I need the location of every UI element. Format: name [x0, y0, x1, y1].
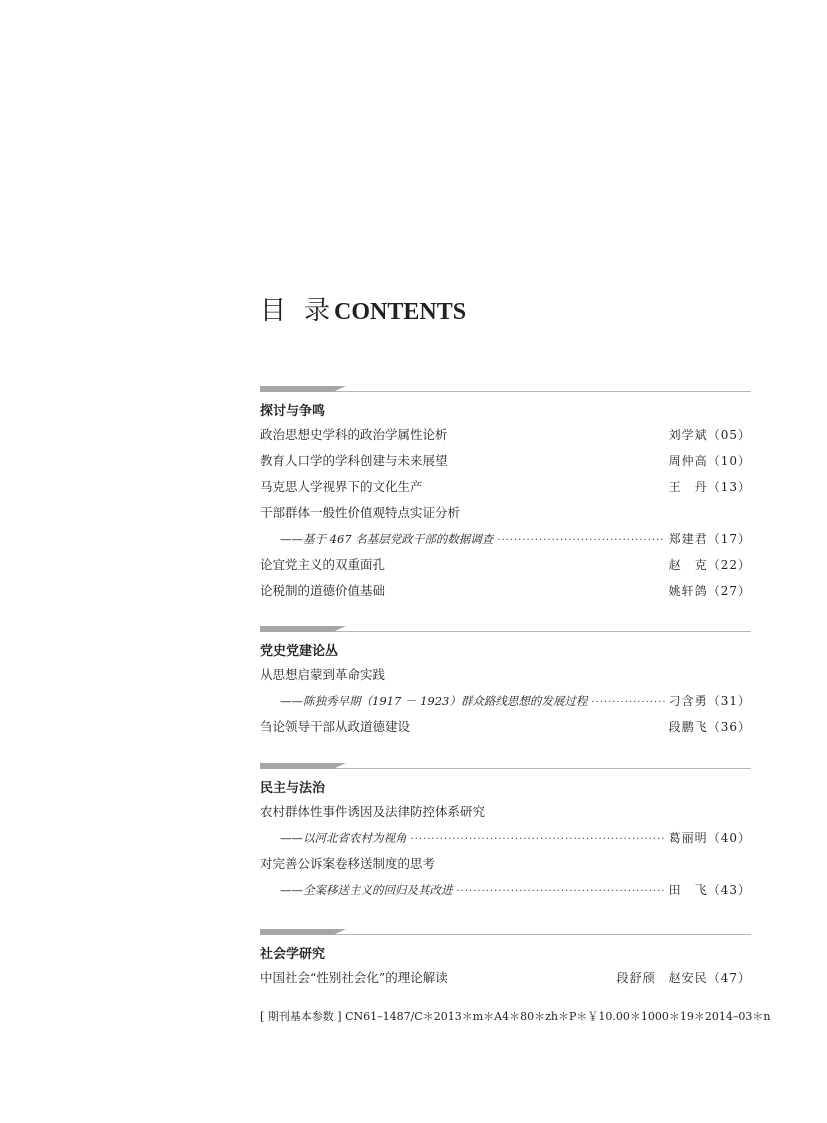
toc-subentry[interactable]: ——以河北省农村为视角 ····· 葛丽明（40） [260, 825, 751, 851]
section-tab [260, 626, 346, 632]
entry-author: 段舒颀 赵安民 [616, 971, 708, 985]
entry-title: 论宜党主义的双重面孔 [260, 557, 386, 572]
toc-entry[interactable]: 政治思想史学科的政治学属性论析 刘学斌（05） [260, 422, 751, 448]
entry-author: 周仲高 [668, 454, 708, 468]
section-sociology [260, 926, 751, 991]
title-cn-2: 录 [304, 296, 331, 326]
entry-page: 17 [720, 532, 738, 546]
entry-author: 段鹏飞 [668, 720, 708, 734]
toc-subentry[interactable]: ——陈独秀早期（1917 － 1923）群众路线思想的发展过程 ····· 刁含勇（31） [260, 688, 751, 714]
entry-title: 马克思人学视界下的文化生产 [260, 479, 423, 494]
entry-title: 刍论领导干部从政道德建设 [260, 719, 411, 734]
entry-subtitle: ——陈独秀早期（1917 － 1923）群众路线思想的发展过程 [280, 694, 588, 708]
entry-page: 40 [720, 831, 738, 845]
entry-page: 13 [720, 480, 738, 494]
toc-entry[interactable] [260, 500, 751, 526]
entry-author: 刘学斌 [668, 428, 708, 442]
leader-dots [411, 827, 665, 853]
entry-subtitle: ——基于 467 名基层党政干部的数据调查 [280, 532, 494, 546]
entry-subtitle: ——全案移送主义的回归及其改进 [280, 883, 453, 897]
entry-page: 22 [720, 558, 738, 572]
toc-entry[interactable]: 中国社会“性别社会化”的理论解读 段舒颀 赵安民（47） [260, 965, 751, 991]
entry-page: 10 [720, 454, 738, 468]
title-en: CONTENTS [334, 299, 467, 325]
toc-entry[interactable]: 论宜党主义的双重面孔 赵 克（22） [260, 552, 751, 578]
toc-entry[interactable] [260, 662, 751, 688]
entry-author: 姚轩鸽 [668, 584, 708, 598]
toc-entry[interactable] [260, 851, 751, 877]
toc-entry[interactable] [260, 799, 751, 825]
entry-title: 干部群体一般性价值观特点实证分析 [260, 505, 461, 520]
section-party-history [260, 623, 751, 740]
title-cn-1: 目 [260, 296, 287, 326]
entry-title: 教育人口学的学科创建与未来展望 [260, 453, 448, 468]
toc-entry[interactable]: 论税制的道德价值基础 姚轩鸽（27） [260, 578, 751, 604]
toc-subentry[interactable]: ——全案移送主义的回归及其改进 ····· 田 飞（43） [260, 877, 751, 903]
entry-page: 27 [720, 584, 738, 598]
entry-page: 36 [720, 720, 738, 734]
entry-subtitle: ——以河北省农村为视角 [280, 831, 407, 845]
entry-title: 中国社会“性别社会化”的理论解读 [260, 970, 448, 985]
section-rule [260, 760, 751, 769]
entry-title: 对完善公诉案卷移送制度的思考 [260, 856, 436, 871]
section-heading: 社会学研究 [260, 947, 326, 962]
entry-author: 葛丽明 [668, 831, 708, 845]
entry-page: 47 [720, 971, 738, 985]
entry-author: 郑建君 [668, 532, 708, 546]
section-tab [260, 386, 346, 392]
section-tab [260, 763, 346, 769]
section-rule [260, 926, 751, 935]
leader-dots [457, 879, 665, 905]
section-heading: 党史党建论丛 [260, 644, 339, 659]
section-heading: 探讨与争鸣 [260, 404, 326, 419]
entry-page: 43 [720, 883, 738, 897]
toc-subentry[interactable]: ——基于 467 名基层党政干部的数据调查 ····· 郑建君（17） [260, 526, 751, 552]
leader-dots [497, 528, 664, 554]
entry-author: 田 飞 [668, 883, 708, 897]
entry-title: 论税制的道德价值基础 [260, 583, 386, 598]
toc-entry[interactable]: 马克思人学视界下的文化生产 王 丹（13） [260, 474, 751, 500]
leader-dots [591, 690, 664, 716]
entry-page: 31 [720, 694, 738, 708]
section-discussion [260, 383, 751, 604]
entry-page: 05 [720, 428, 738, 442]
entry-title: 从思想启蒙到革命实践 [260, 667, 386, 682]
section-heading: 民主与法治 [260, 781, 326, 796]
section-tab [260, 929, 346, 935]
toc-entry[interactable]: 教育人口学的学科创建与未来展望 周仲高（10） [260, 448, 751, 474]
toc-entry[interactable]: 刍论领导干部从政道德建设 段鹏飞（36） [260, 714, 751, 740]
entry-author: 王 丹 [668, 480, 708, 494]
section-rule [260, 623, 751, 632]
entry-author: 刁含勇 [668, 694, 708, 708]
entry-title: 农村群体性事件诱因及法律防控体系研究 [260, 804, 486, 819]
section-democracy-law [260, 760, 751, 903]
page-title [260, 290, 466, 327]
journal-parameters: [ 期刊基本参数 ] CN61–1487/C＊2013＊m＊A4＊80＊zh＊P＊￥10.00＊1000＊19＊2014–03＊n [260, 1010, 771, 1023]
entry-author: 赵 克 [668, 558, 708, 572]
section-rule [260, 383, 751, 392]
entry-title: 政治思想史学科的政治学属性论析 [260, 427, 448, 442]
